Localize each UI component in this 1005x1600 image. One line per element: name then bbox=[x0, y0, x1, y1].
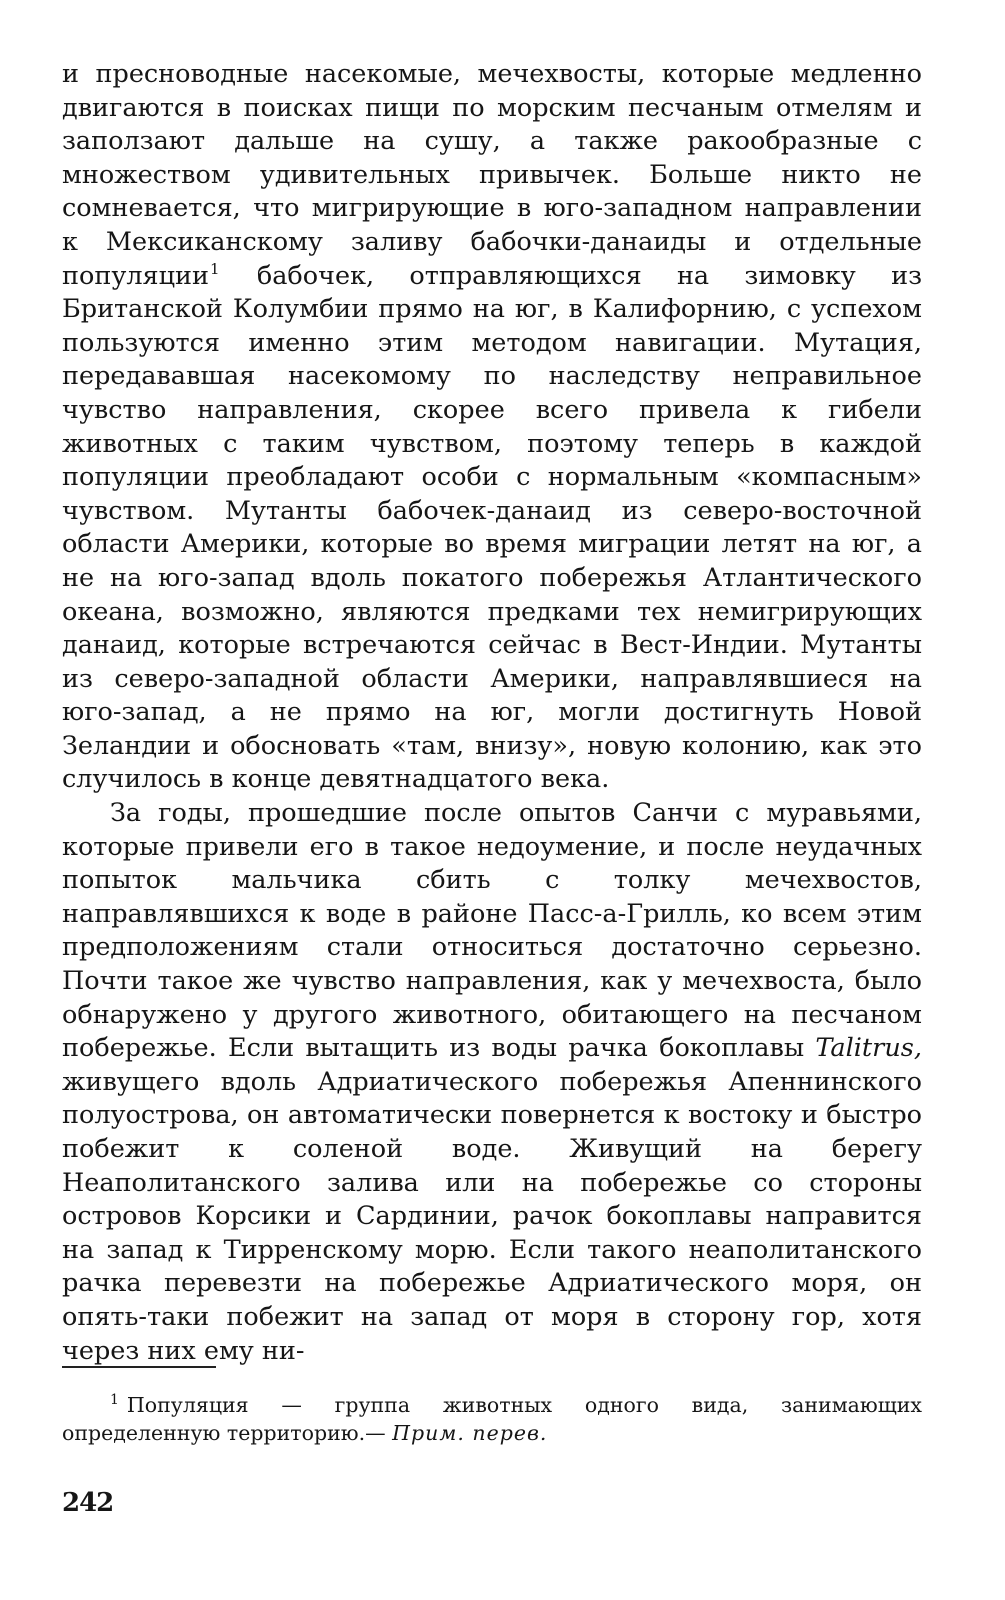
footnote-divider bbox=[62, 1366, 216, 1368]
footnote bbox=[62, 1391, 922, 1447]
translator-note-mark: Прим. перев. bbox=[392, 1421, 548, 1445]
footnote-text: Популяция — группа животных одного вида, занимающих определенную территорию.— bbox=[62, 1393, 922, 1445]
paragraph-1-text-a: и пресноводные насекомые, мечехвосты, которые медленно двигаются в поисках пищи по морским песчаным отмелям и заползают дальше на сушу, а также ракообразные с множеством удивительных привычек. Больше никто не сомневается, что мигрирующие в юго-западном направлении к Мексиканскому заливу бабочки-данаиды и отдельные популяции bbox=[62, 59, 922, 291]
footnote-reference: 1 bbox=[210, 260, 220, 279]
species-name-italic: Talitrus, bbox=[815, 1033, 922, 1064]
page-number: 242 bbox=[62, 1488, 114, 1518]
paragraph-1 bbox=[62, 58, 922, 797]
footnote-number: 1 bbox=[110, 1392, 119, 1409]
book-page bbox=[62, 58, 922, 1588]
paragraph-2-text-b: живущего вдоль Адриатического побережья Апеннинского полуострова, он автоматически повернется к востоку и быстро побежит к соленой воде. Живущий на берегу Неаполитанского залива или на побережье со стороны островов Корсики и Сардинии, рачок бокоплавы направится на запад к Тирренскому морю. Если такого неаполитанского рачка перевезти на побережье Адриатического моря, он опять-таки побежит на запад от моря в сторону гор, хотя через них ему ни- bbox=[62, 1066, 922, 1366]
paragraph-2 bbox=[62, 797, 922, 1368]
paragraph-2-text-a: За годы, прошедшие после опытов Санчи с муравьями, которые привели его в такое недоумение, и после неудачных попыток мальчика сбить с толку мечехвостов, направлявшихся к воде в районе Пасс-а-Грилль, ко всем этим предположениям стали относиться достаточно серьезно. Почти такое же чувство направления, как у мечехвоста, было обнаружено у другого животного, обитающего на песчаном побережье. Если вытащить из воды рачка бокоплавы bbox=[62, 798, 922, 1064]
paragraph-1-text-b: бабочек, отправляющихся на зимовку из Британской Колумбии прямо на юг, в Калифорнию, с успехом пользуются именно этим методом навигации. Мутация, передававшая насекомому по наследству неправильное чувство направления, скорее всего привела к гибели животных с таким чувством, поэтому теперь в каждой популяции преобладают особи с нормальным «компасным» чувством. Мутанты бабочек-данаид из северо-восточной области Америки, которые во время миграции летят на юг, а не на юго-запад вдоль покатого побережья Атлантического океана, возможно, являются предками тех немигрирующих данаид, которые встречаются сейчас в Вест-Индии. Мутанты из северо-западной области Америки, направлявшиеся на юго-запад, а не прямо на юг, могли достигнуть Новой Зеландии и обосновать «там, внизу», новую колонию, как это случилось в конце девятнадцатого века. bbox=[62, 260, 922, 795]
